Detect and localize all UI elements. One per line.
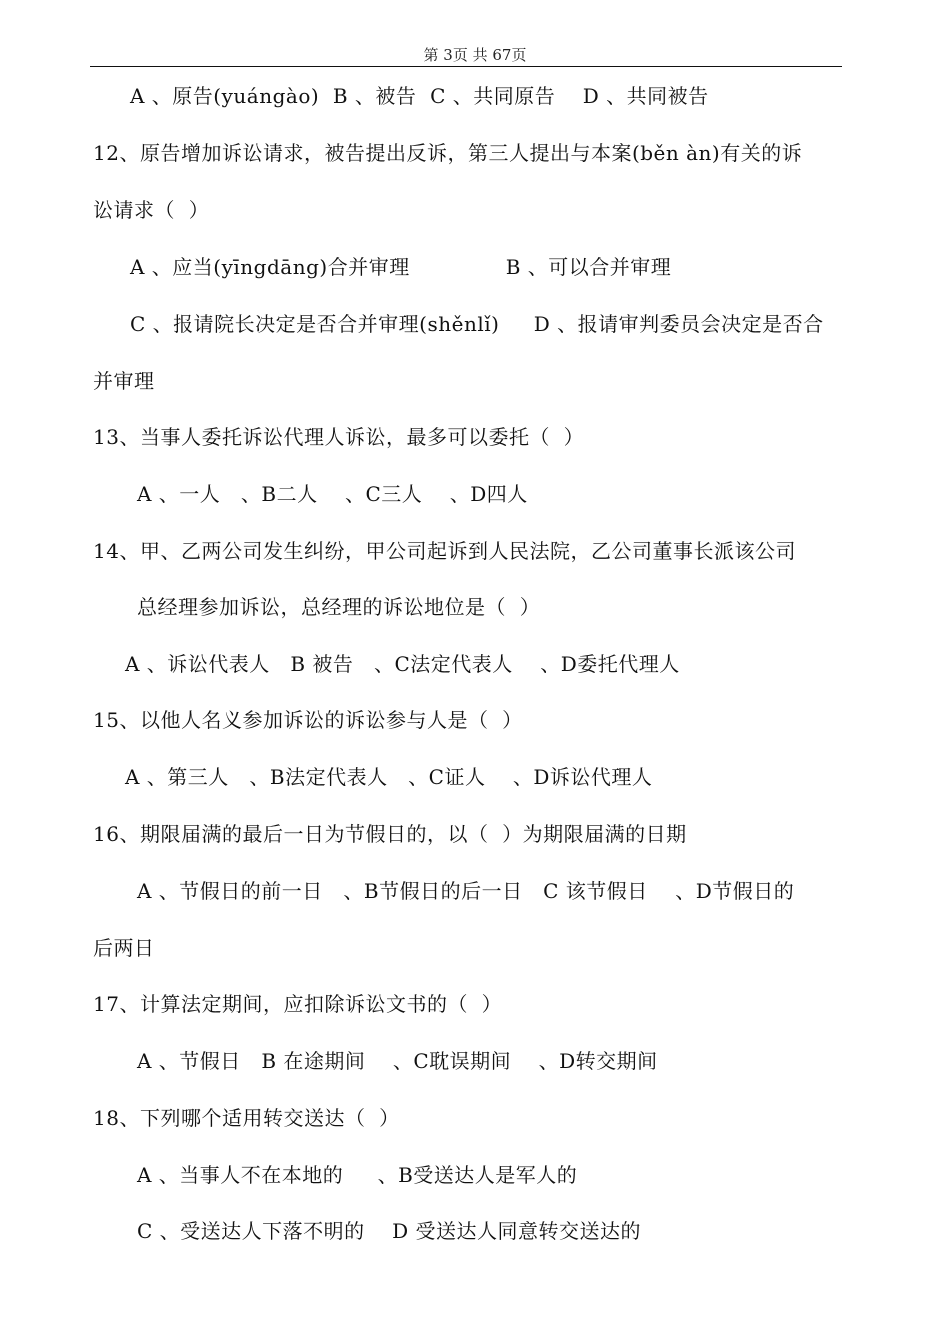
- q18-stem: 18、下列哪个适用转交送达（ ）: [93, 1106, 400, 1130]
- q12-options-cd: C 、报请院长决定是否合并审理(shěnlǐ) D 、报请审判委员会决定是否合: [130, 312, 824, 336]
- q15-stem: 15、以他人名义参加诉讼的诉讼参与人是（ ）: [93, 708, 523, 732]
- q14-stem-line1: 14、甲、乙两公司发生纠纷，甲公司起诉到人民法院，乙公司董事长派该公司: [93, 539, 796, 563]
- q16-stem: 16、期限届满的最后一日为节假日的，以（ ）为期限届满的日期: [93, 822, 687, 846]
- q14-stem-line2: 总经理参加诉讼，总经理的诉讼地位是（ ）: [137, 595, 541, 619]
- header-divider: [90, 66, 842, 67]
- q12-stem-line1: 12、原告增加诉讼请求，被告提出反诉，第三人提出与本案(běn àn)有关的诉: [93, 141, 803, 165]
- q14-options: A 、诉讼代表人 B 被告 、C法定代表人 、D委托代理人: [125, 652, 680, 676]
- q17-options: A 、节假日 B 在途期间 、C耽误期间 、D转交期间: [137, 1049, 658, 1073]
- q11-options: A 、原告(yuángào) B 、被告 C 、共同原告 D 、共同被告: [130, 84, 709, 108]
- q12-stem-line2: 讼请求（ ）: [93, 198, 210, 222]
- q13-stem: 13、当事人委托诉讼代理人诉讼，最多可以委托（ ）: [93, 425, 585, 449]
- q12-options-cd-cont: 并审理: [93, 369, 155, 393]
- q13-options: A 、一人 、B二人 、C三人 、D四人: [137, 482, 528, 506]
- q12-options-ab: A 、应当(yīngdāng)合并审理 B 、可以合并审理: [130, 255, 672, 279]
- q17-stem: 17、计算法定期间，应扣除诉讼文书的（ ）: [93, 992, 503, 1016]
- q16-options-cont: 后两日: [93, 936, 155, 960]
- q18-options-ab: A 、当事人不在本地的 、B受送达人是军人的: [137, 1163, 578, 1187]
- q18-options-cd: C 、受送达人下落不明的 D 受送达人同意转交送达的: [137, 1219, 641, 1243]
- q15-options: A 、第三人 、B法定代表人 、C证人 、D诉讼代理人: [125, 765, 653, 789]
- page-number-header: 第 3页 共 67页: [423, 46, 527, 64]
- q16-options: A 、节假日的前一日 、B节假日的后一日 C 该节假日 、D节假日的: [137, 879, 795, 903]
